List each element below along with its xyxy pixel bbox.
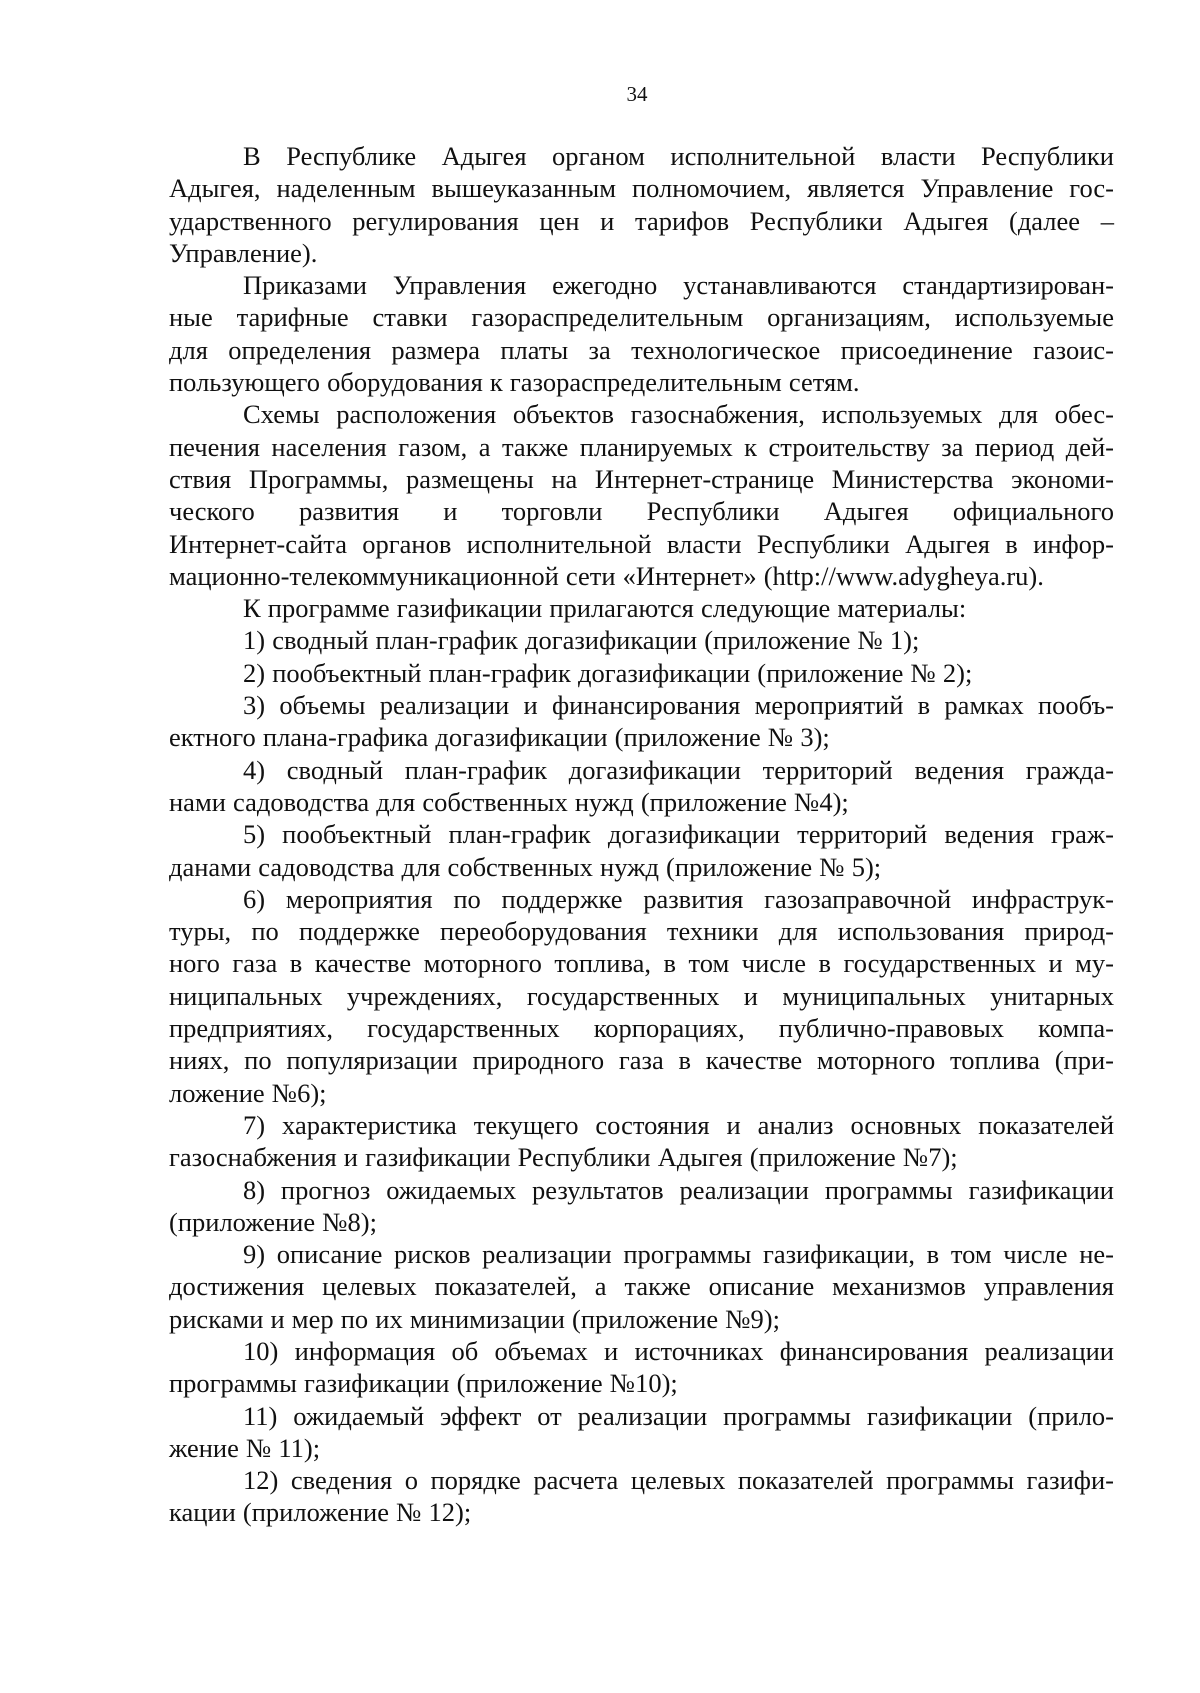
text-line: нами садоводства для собственных нужд (приложение №4); [169,786,849,817]
text-line: (приложение №8); [169,1206,377,1237]
document-body [169,140,1114,1529]
text-line: Приказами Управления ежегодно устанавливаются стандартизирован- [243,270,1114,301]
text-line: ложение №6); [169,1077,327,1108]
text-line: ниципальных учреждениях, государственных и муниципальных унитарных [169,980,1114,1011]
paragraph [169,883,1114,1109]
text-line: мационно-телекоммуникационной сети «Интернет» (http://www.adygheya.ru). [169,560,1044,591]
paragraph [169,754,1114,819]
paragraph [169,689,1114,754]
text-line: данами садоводства для собственных нужд (приложение № 5); [169,851,882,882]
text-line: пользующего оборудования к газораспределительным сетям. [169,367,860,398]
text-line: 10) информация об объемах и источниках финансирования реализации [243,1335,1114,1366]
text-line: ные тарифные ставки газораспределительным организациям, используемые [169,302,1114,333]
text-line: 5) пообъектный план-график догазификации территорий ведения граж- [243,819,1114,850]
text-line: 7) характеристика текущего состояния и анализ основных показателей [243,1109,1114,1140]
text-line: достижения целевых показателей, а также описание механизмов управления [169,1271,1114,1302]
text-line: 8) прогноз ожидаемых результатов реализации программы газификации [243,1174,1114,1205]
paragraph [169,818,1114,883]
paragraph [169,624,1114,656]
text-line: печения населения газом, а также планируемых к строительству за период дей- [169,431,1114,462]
text-line: кации (приложение № 12); [169,1497,472,1528]
paragraph [169,1464,1114,1529]
text-line: 12) сведения о порядке расчета целевых показателей программы газифи- [243,1465,1114,1496]
text-line: программы газификации (приложение №10); [169,1368,678,1399]
page-number: 34 [626,82,648,106]
text-line: предприятиях, государственных корпорациях, публично-правовых компа- [169,1013,1114,1044]
text-line: Интернет-сайта органов исполнительной власти Республики Адыгея в инфор- [169,528,1114,559]
text-line: ствия Программы, размещены на Интернет-странице Министерства экономи- [169,463,1114,494]
paragraph [169,1238,1114,1335]
text-line: ниях, по популяризации природного газа в качестве моторного топлива (при- [169,1045,1114,1076]
text-line: В Республике Адыгея органом исполнительной власти Республики [243,141,1114,171]
paragraph [169,1400,1114,1465]
paragraph [169,1174,1114,1239]
text-line: для определения размера платы за технологическое присоединение газоис- [169,334,1114,365]
text-line: жение № 11); [169,1432,321,1463]
text-line: К программе газификации прилагаются следующие материалы: [243,593,967,624]
paragraph [169,140,1114,269]
paragraph [169,1109,1114,1174]
paragraph [169,592,1114,624]
text-line: газоснабжения и газификации Республики Адыгея (приложение №7); [169,1142,958,1173]
text-line: 2) пообъектный план-график догазификации (приложение № 2); [243,657,973,688]
text-line: ного газа в качестве моторного топлива, в том числе в государственных и му- [169,948,1114,979]
paragraph [169,657,1114,689]
paragraph [169,398,1114,592]
text-line: 3) объемы реализации и финансирования мероприятий в рамках пообъ- [243,690,1114,721]
text-line: 6) мероприятия по поддержке развития газозаправочной инфраструк- [243,883,1114,914]
text-line: 4) сводный план-график догазификации территорий ведения гражда- [243,754,1114,785]
text-line: рисками и мер по их минимизации (приложение №9); [169,1303,780,1334]
text-line: Схемы расположения объектов газоснабжения, используемых для обес- [243,399,1114,430]
text-line: туры, по поддержке переоборудования техники для использования природ- [169,916,1114,947]
text-line: Адыгея, наделенным вышеуказанным полномочием, является Управление гос- [169,173,1114,204]
text-line: 11) ожидаемый эффект от реализации программы газификации (прило- [243,1400,1114,1431]
text-line: Управление). [169,237,318,268]
text-line: ударственного регулирования цен и тарифов Республики Адыгея (далее – [169,205,1114,236]
text-line: ектного плана-графика догазификации (приложение № 3); [169,722,830,753]
paragraph [169,1335,1114,1400]
text-line: ческого развития и торговли Республики Адыгея официального [169,496,1114,527]
paragraph [169,269,1114,398]
text-line: 1) сводный план-график догазификации (приложение № 1); [243,625,920,656]
text-line: 9) описание рисков реализации программы газификации, в том числе не- [243,1239,1114,1270]
